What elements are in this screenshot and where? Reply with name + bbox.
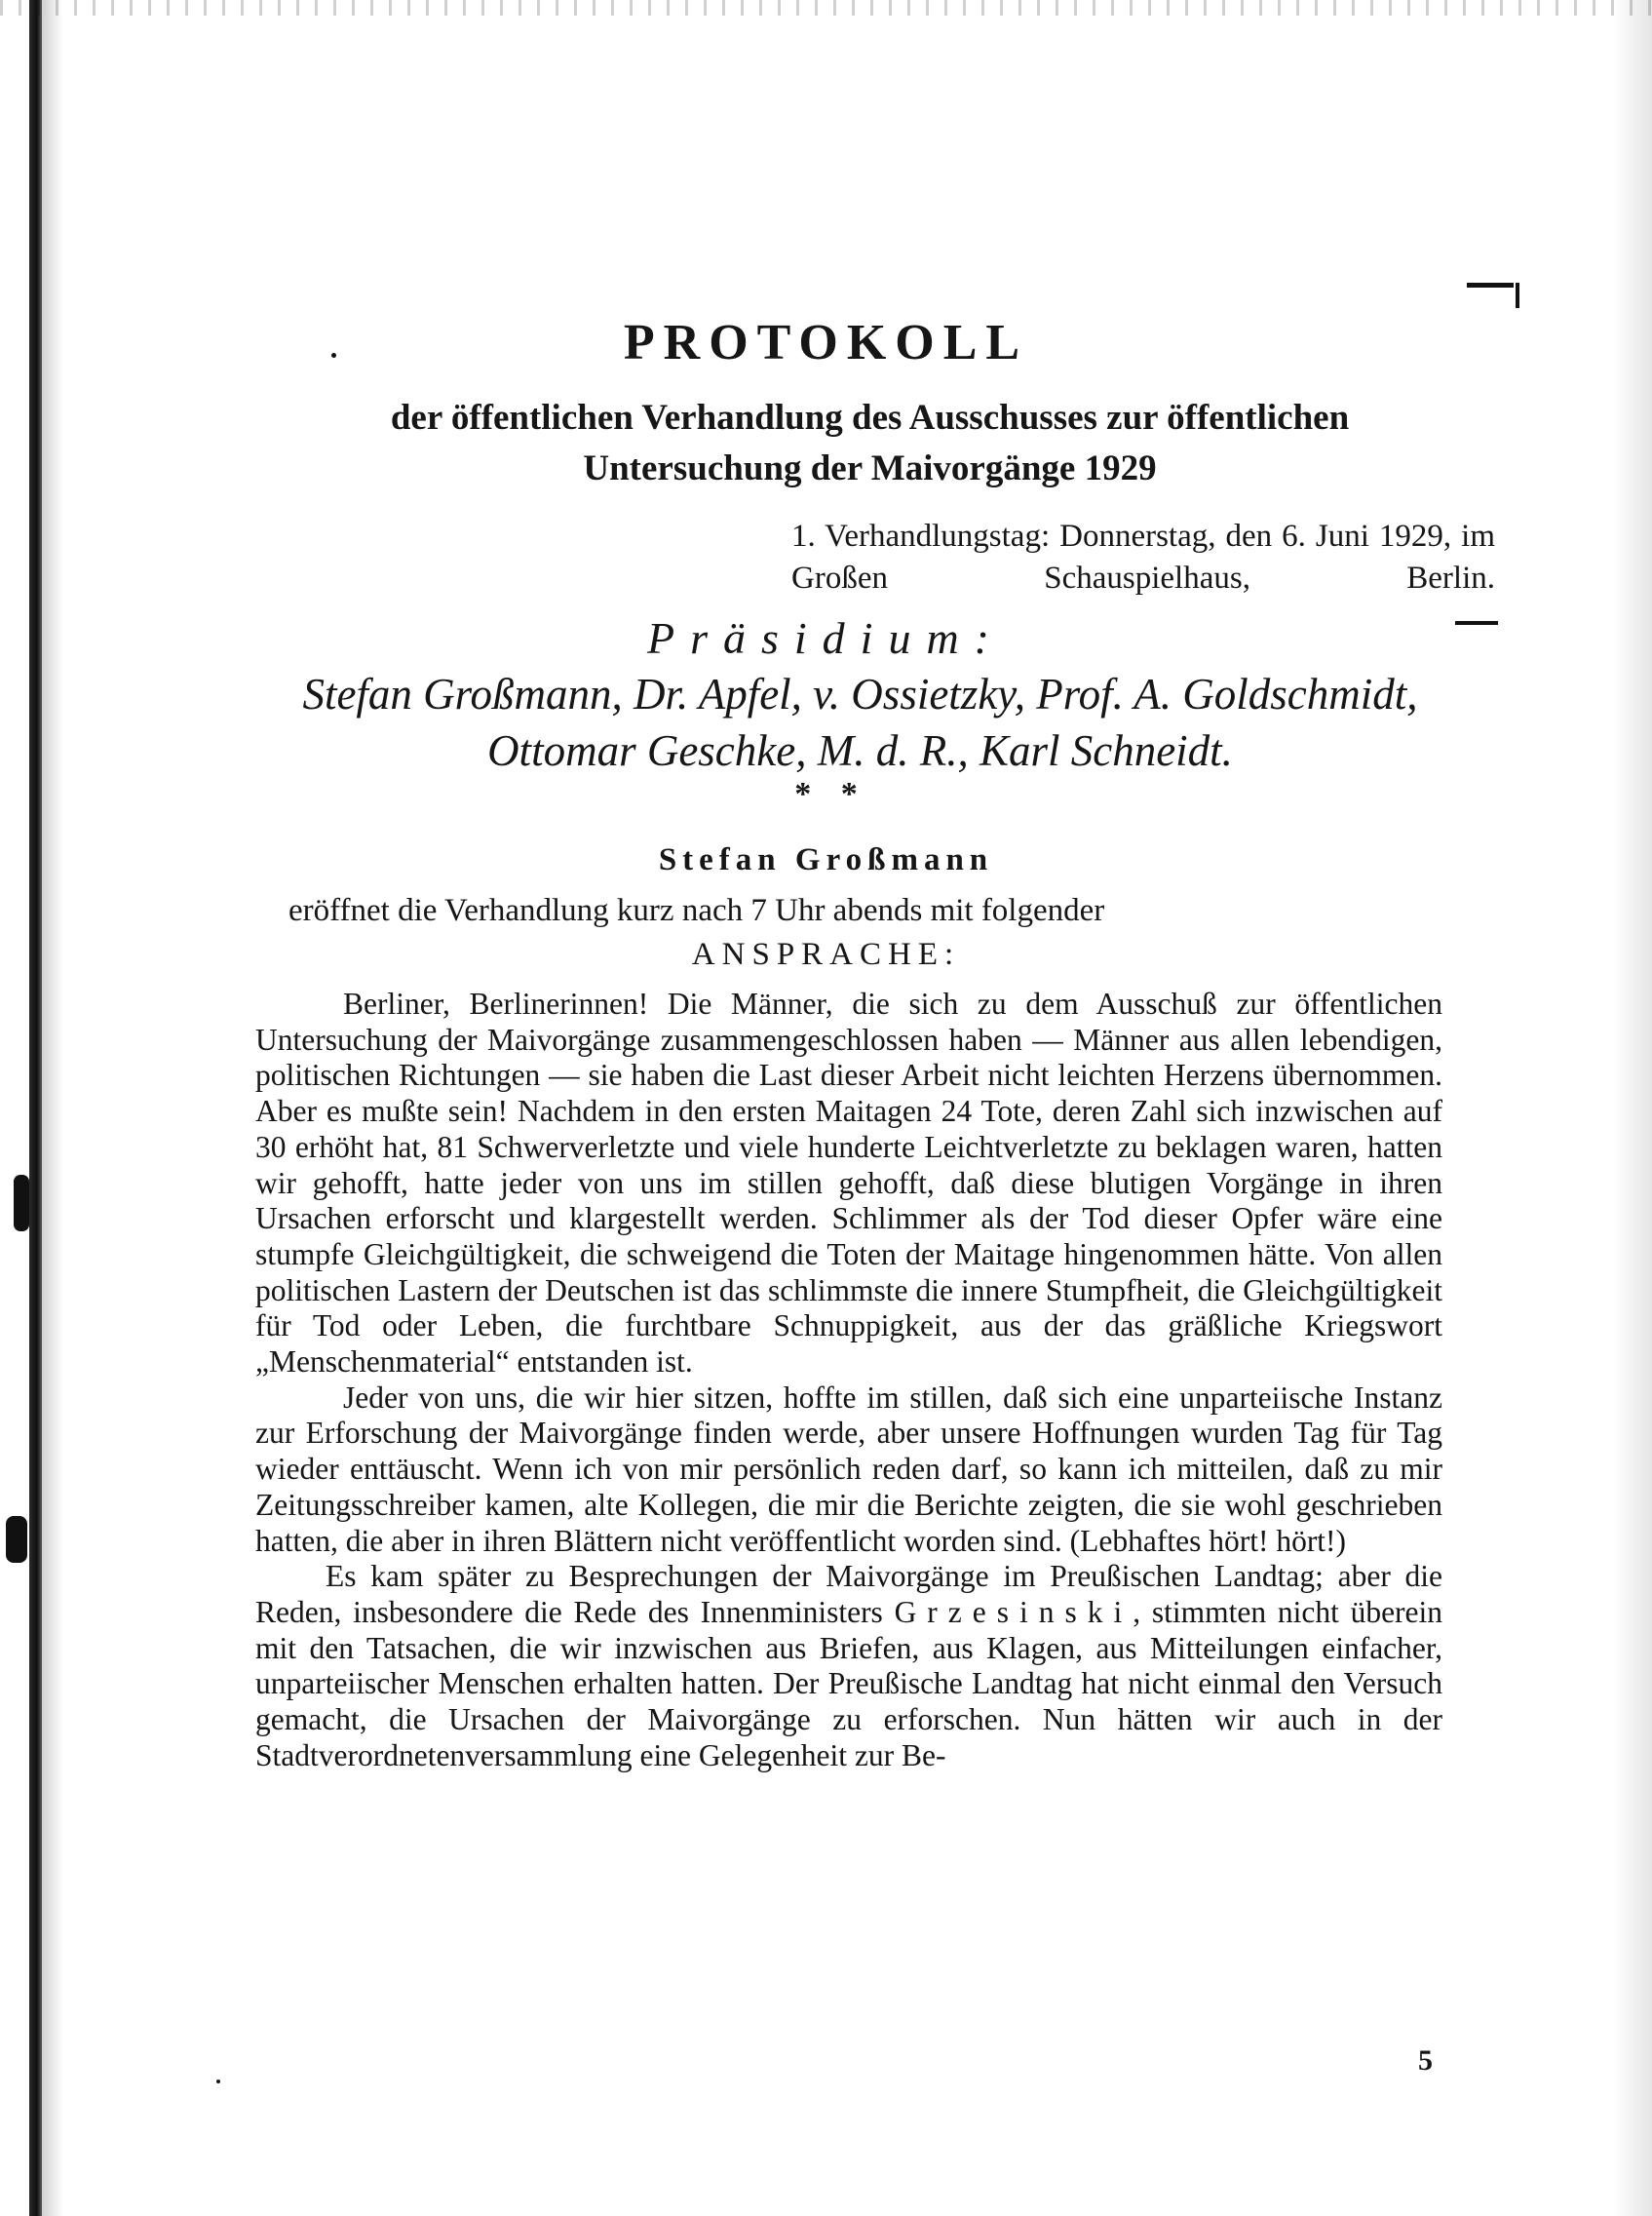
scan-artifact [14, 1175, 29, 1231]
paragraph: Berliner, Berlinerinnen! Die Männer, die sich zu dem Ausschuß zur öffentlichen Untersuchung der Maivorgänge zusammengeschlossen haben — Männer aus allen lebendigen, politischen Richtungen — sie haben die Last dieser Arbeit nicht leichten Herzens übernommen. Aber es mußte sein! Nachdem in den ersten Maitagen 24 Tote, deren Zahl sich inzwischen auf 30 erhöht hat, 81 Schwerverletzte und viele hunderte Leichtverletzte zu beklagen waren, hatten wir gehofft, hatte jeder von uns im stillen gehofft, daß diese blutigen Vorgänge in ihren Ursachen erforscht und klargestellt werden. Schlimmer als der Tod dieser Opfer wäre eine stumpfe Gleichgültigkeit, die schweigend die Toten der Maitage hingenommen hätte. Von allen politischen Lastern der Deutschen ist das schlimmste die innere Stumpfheit, die Gleichgültigkeit für Tod oder Leben, die furchtbare Schnuppigkeit, aus der das gräßliche Kriegswort „Menschenmaterial“ entstanden ist. [255, 987, 1442, 1380]
presidium-members: Stefan Großmann, Dr. Apfel, v. Ossietzky, Prof. A. Goldschmidt, Ottomar Geschke, M. d. R., Karl Schneidt. [302, 670, 1418, 775]
session-info: 1. Verhandlungstag: Donnerstag, den 6. Juni 1929, im Großen Schauspielhaus, Berlin. [791, 519, 1495, 596]
presidium-heading: Präsidium: [647, 613, 1005, 663]
speech-body [255, 987, 1442, 1773]
paragraph: Jeder von uns, die wir hier sitzen, hoffte im stillen, daß sich eine unparteiische Instanz zur Erforschung der Maivorgänge finden werde, aber unsere Hoffnungen wurden Tag für Tag wieder enttäuscht. Wenn ich von mir persönlich reden darf, so kann ich mitteilen, daß zu mir Zeitungsschreiber kamen, alte Kollegen, die mir die Berichte zeigten, die sie wohl geschrieben hatten, die aber in ihren Blättern nicht veröffentlicht worden sind. (Lebhaftes hört! hört!) [255, 1380, 1442, 1558]
page-subtitle: der öffentlichen Verhandlung des Ausschusses zur öffentlichen Untersuchung der Maivorgänge 1929 [390, 398, 1350, 488]
scan-artifact [216, 2080, 220, 2083]
address-heading: ANSPRACHE: [691, 937, 961, 972]
paragraph-text: , stimmten nicht überein mit den Tatsachen, die wir inzwischen aus Briefen, aus Klagen, aus Mitteilungen einfacher, unparteiischer Menschen erhalten hatten. Der Preußische Landtag hat nicht einmal den Versuch gemacht, die Ursachen der Maivorgänge zu erforschen. Nun hätten wir auch in der Stadtverordnetenversammlung eine Gelegenheit zur Be- [255, 1594, 1443, 1772]
section-separator: * * [794, 776, 858, 812]
scan-artifact [1516, 283, 1519, 308]
scan-artifact [6, 1516, 27, 1563]
speaker-name: Stefan Großmann [658, 842, 994, 877]
scan-artifact [1467, 283, 1514, 288]
page-title: PROTOKOLL [623, 315, 1029, 370]
opening-line: eröffnet die Verhandlung kurz nach 7 Uhr abends mit folgender [288, 893, 1105, 928]
spaced-name: Grzesinski [894, 1594, 1133, 1629]
paragraph [255, 1559, 1442, 1773]
scan-noise-top [0, 0, 1652, 16]
paragraph-text: Es kam später zu Besprechungen der Maivorgänge im Preußischen Landtag; aber die Reden, insbesondere die Rede des Innenministers [255, 1559, 1442, 1629]
page-number: 5 [1418, 2044, 1433, 2077]
